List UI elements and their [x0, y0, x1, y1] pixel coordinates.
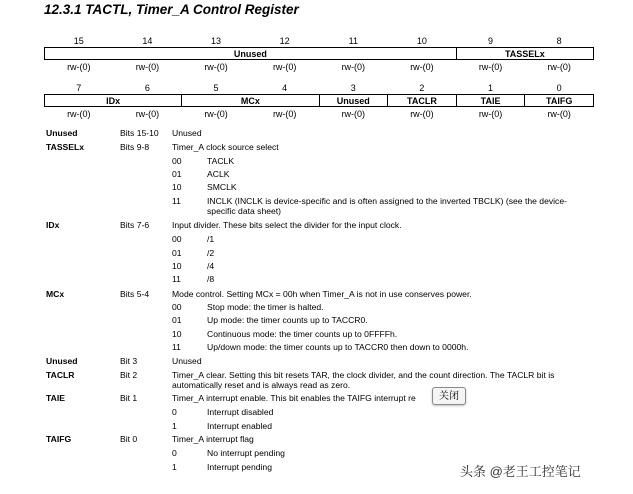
access-type: rw-(0)	[410, 108, 434, 119]
access-type: rw-(0)	[341, 61, 366, 72]
register-field-mcx: MCx	[182, 95, 319, 107]
bit-number: 13	[211, 35, 222, 46]
field-bits: Bits 9-8	[120, 142, 150, 152]
option-code: 11	[172, 342, 181, 352]
option-code: 1	[172, 421, 177, 431]
option-code: 01	[172, 169, 182, 179]
field-description: Timer_A interrupt flag	[172, 434, 254, 444]
option-code: 10	[172, 329, 182, 339]
field-bits: Bits 15-10	[120, 128, 159, 138]
field-name: TACLR	[46, 370, 75, 380]
field-description: Timer_A clear. Setting this bit resets TAR, the clock divider, and the count direction. The TACLR bit is automatically reset and is always read as zero.	[172, 370, 555, 390]
bit-number: 2	[419, 82, 425, 93]
option-desc: /8	[207, 274, 215, 284]
field-bits: Bit 3	[120, 356, 138, 366]
option-code: 11	[172, 274, 181, 284]
register-field-taifg: TAIFG	[525, 95, 594, 107]
option-desc: No interrupt pending	[207, 448, 285, 458]
option-desc: /4	[207, 261, 215, 271]
register-table-upper	[44, 34, 594, 73]
option-desc: Interrupt disabled	[207, 407, 274, 417]
page-title: 12.3.1 TACTL, Timer_A Control Register	[44, 2, 299, 17]
field-bits: Bit 0	[120, 434, 138, 444]
field-name: MCx	[46, 289, 65, 299]
bit-number: 14	[142, 35, 153, 46]
access-type: rw-(0)	[272, 108, 297, 119]
access-type: rw-(0)	[67, 61, 91, 72]
field-bits: Bit 2	[120, 370, 138, 380]
option-desc: Interrupt enabled	[207, 421, 272, 431]
field-bits: Bit 1	[120, 393, 138, 403]
option-desc: Continuous mode: the timer counts up to 0FFFFh.	[207, 329, 398, 339]
register-field-taie: TAIE	[456, 95, 525, 107]
bit-number: 1	[488, 82, 494, 93]
access-type: rw-(0)	[410, 61, 434, 72]
watermark: 头条 @老王工控笔记	[460, 464, 581, 479]
field-description: Unused	[172, 356, 202, 366]
bit-number: 11	[348, 35, 358, 46]
access-type: rw-(0)	[135, 61, 160, 72]
bit-number: 9	[488, 35, 494, 46]
field-description: Input divider. These bits select the divider for the input clock.	[172, 220, 402, 230]
option-desc: SMCLK	[207, 182, 237, 192]
field-name: Unused	[46, 128, 78, 138]
bit-number: 12	[279, 35, 290, 46]
field-name: TAIE	[46, 393, 65, 403]
register-field-taclr: TACLR	[388, 95, 457, 107]
option-code: 0	[172, 407, 177, 417]
bit-number: 0	[556, 82, 562, 93]
bit-number: 15	[73, 35, 84, 46]
option-desc: Stop mode: the timer is halted.	[207, 302, 324, 312]
access-type: rw-(0)	[547, 61, 571, 72]
register-field-idx: IDx	[45, 95, 182, 107]
option-desc: /1	[207, 234, 215, 244]
access-type: rw-(0)	[478, 61, 503, 72]
field-name: Unused	[46, 356, 78, 366]
field-bits: Bits 5-4	[120, 289, 150, 299]
field-description: Timer_A clock source select	[172, 142, 279, 152]
option-desc: Up mode: the timer counts up to TACCR0.	[207, 315, 368, 325]
option-code: 00	[172, 302, 182, 312]
access-type: rw-(0)	[341, 108, 366, 119]
field-description: Unused	[172, 128, 202, 138]
access-type: rw-(0)	[547, 108, 571, 119]
bit-number: 5	[213, 82, 219, 93]
option-code: 10	[172, 182, 182, 192]
field-name: TASSELx	[46, 142, 85, 152]
option-code: 10	[172, 261, 182, 271]
option-desc: INCLK (INCLK is device-specific and is often assigned to the inverted TBCLK) (see the device-specific data sheet)	[207, 196, 567, 216]
option-desc: ACLK	[207, 169, 230, 179]
access-type: rw-(0)	[67, 108, 91, 119]
field-description: Timer_A interrupt enable. This bit enables the TAIFG interrupt re	[172, 393, 416, 403]
access-type: rw-(0)	[272, 61, 297, 72]
field-name: TAIFG	[46, 434, 72, 444]
bit-number: 7	[76, 82, 82, 93]
bit-number: 3	[350, 82, 356, 93]
access-type: rw-(0)	[204, 61, 228, 72]
option-code: 01	[172, 315, 182, 325]
option-desc: Interrupt pending	[207, 462, 272, 472]
register-table-lower	[44, 81, 594, 120]
option-desc: Up/down mode: the timer counts up to TACCR0 then down to 0000h.	[207, 342, 469, 352]
bit-number: 10	[416, 35, 427, 46]
bit-number: 8	[556, 35, 562, 46]
field-bits: Bits 7-6	[120, 220, 150, 230]
option-code: 00	[172, 156, 182, 166]
option-desc: /2	[207, 248, 215, 258]
option-code: 11	[172, 196, 181, 206]
option-code: 00	[172, 234, 182, 244]
close-button[interactable]: 关闭	[432, 387, 466, 405]
option-code: 1	[172, 462, 177, 472]
field-name: IDx	[46, 220, 60, 230]
access-type: rw-(0)	[135, 108, 160, 119]
option-code: 01	[172, 248, 182, 258]
option-desc: TACLK	[207, 156, 235, 166]
register-field-unused: Unused	[45, 48, 457, 60]
bit-number: 4	[282, 82, 288, 93]
bit-number: 6	[144, 82, 150, 93]
access-type: rw-(0)	[478, 108, 503, 119]
register-field-tasselx: TASSELx	[456, 48, 593, 60]
field-description: Mode control. Setting MCx = 00h when Timer_A is not in use conserves power.	[172, 289, 472, 299]
option-code: 0	[172, 448, 177, 458]
access-type: rw-(0)	[204, 108, 228, 119]
register-field-unused: Unused	[319, 95, 388, 107]
